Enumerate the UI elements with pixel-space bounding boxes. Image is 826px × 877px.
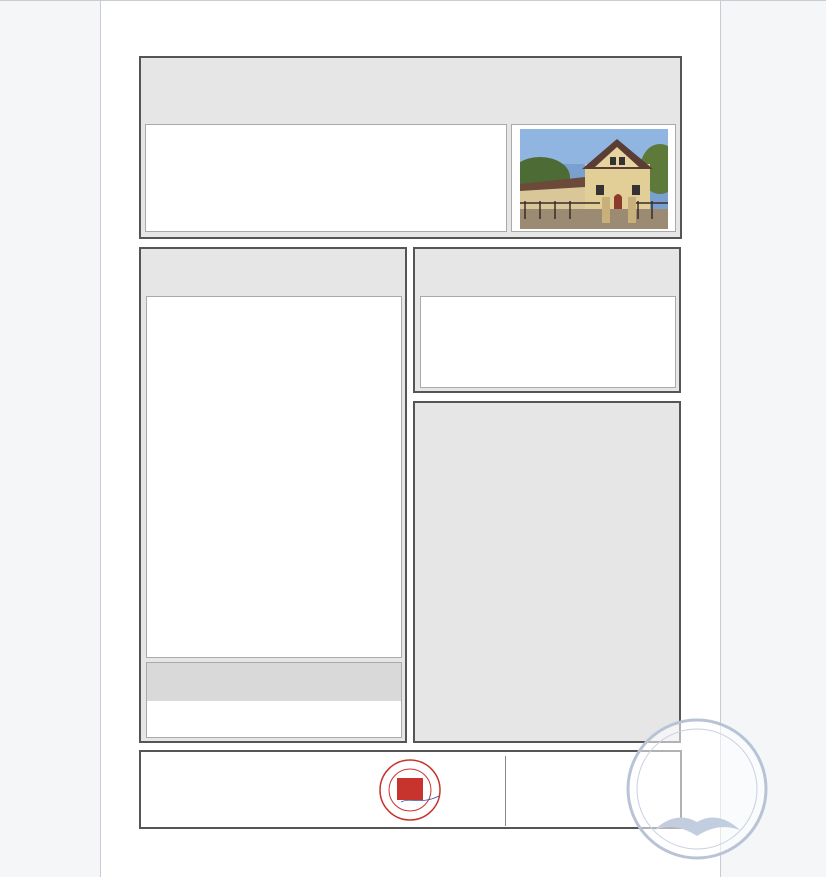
energy-pie-chart: [579, 298, 669, 388]
requirement-heading: [147, 663, 401, 701]
energy-scale-graphic: [147, 297, 401, 657]
energy-scale: [146, 296, 402, 658]
footer-panel: [139, 750, 682, 829]
classification-panel: [139, 247, 407, 743]
requirement-box: [146, 662, 402, 738]
distribution-panel: [413, 247, 681, 393]
footer-divider: [505, 756, 506, 826]
specialist-stamp: [377, 757, 443, 823]
distribution-chart: [420, 296, 676, 388]
top-border: [0, 0, 826, 1]
indicators-panel: [413, 401, 681, 743]
header-panel: [139, 56, 682, 239]
building-photo: [511, 124, 676, 232]
relitas-watermark-logo: [626, 718, 768, 860]
building-info: [145, 124, 507, 232]
